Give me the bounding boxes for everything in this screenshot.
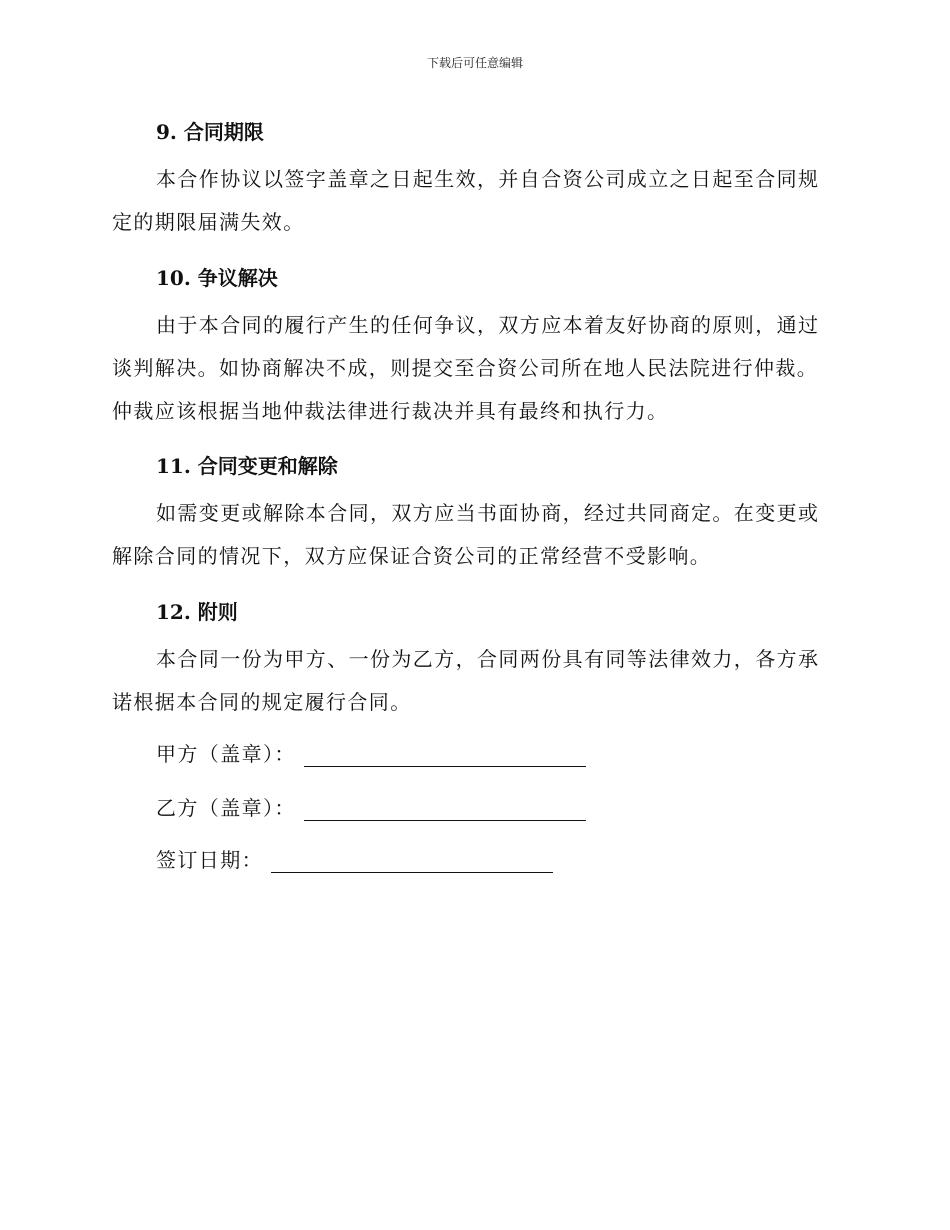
section-title-term: 9. 合同期限 — [156, 120, 264, 144]
page-header: 下载后可任意编辑 — [426, 56, 523, 70]
signature-party-a-blank[interactable] — [304, 744, 586, 767]
section-title-dispute: 10. 争议解决 — [156, 266, 278, 290]
signature-party-a — [156, 738, 586, 767]
section-body-term: 本合作协议以签字盖章之日起生效，并自合资公司成立之日起至合同规定的期限届满失效。 — [112, 167, 820, 234]
section-body-amendment: 如需变更或解除本合同，双方应当书面协商，经过共同商定。在变更或解除合同的情况下，双方应保证合资公司的正常经营不受影响。 — [112, 501, 820, 568]
signature-party-b-blank[interactable] — [304, 798, 586, 821]
section-title-amendment: 11. 合同变更和解除 — [156, 454, 338, 478]
section-title-supplementary: 12. 附则 — [156, 600, 238, 624]
signature-date-label: 签订日期： — [156, 848, 263, 872]
signature-party-b-label: 乙方（盖章）： — [156, 796, 296, 820]
signature-party-b — [156, 792, 586, 821]
signature-date — [156, 844, 553, 873]
section-body-dispute: 由于本合同的履行产生的任何争议，双方应本着友好协商的原则，通过谈判解决。如协商解决不成，则提交至合资公司所在地人民法院进行仲裁。仲裁应该根据当地仲裁法律进行裁决并具有最终和执行力。 — [112, 313, 820, 423]
signature-date-blank[interactable] — [271, 850, 553, 873]
signature-party-a-label: 甲方（盖章）： — [156, 742, 296, 766]
section-body-supplementary: 本合同一份为甲方、一份为乙方，合同两份具有同等法律效力，各方承诺根据本合同的规定履行合同。 — [112, 647, 820, 714]
